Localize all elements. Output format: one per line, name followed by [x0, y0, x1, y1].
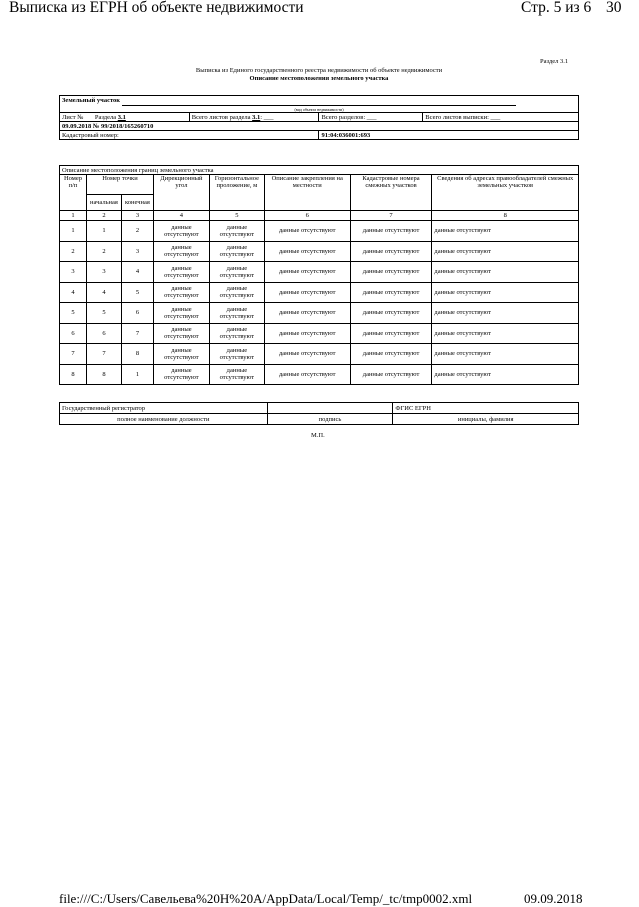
header-start: начальная — [86, 195, 121, 211]
header-point: Номер точки — [86, 175, 153, 195]
header-num: Номер п/п — [60, 175, 87, 211]
column-number: 1 — [60, 211, 87, 221]
adjacent-cadastral: данные отсутствуют — [350, 262, 432, 283]
total-sheets-section-value: 3.1 — [252, 113, 261, 121]
start-point: 7 — [86, 344, 121, 365]
object-info-table — [59, 95, 579, 140]
adjacent-cadastral: данные отсутствуют — [350, 303, 432, 324]
table-row — [60, 282, 579, 303]
owner-addresses: данные отсутствуют — [432, 241, 579, 262]
start-point: 8 — [86, 364, 121, 385]
table-row — [60, 344, 579, 365]
start-point: 6 — [86, 323, 121, 344]
total-sheets: Всего листов выписки: ___ — [423, 113, 579, 122]
row-num: 4 — [60, 282, 87, 303]
fixing-description: данные отсутствуют — [264, 303, 350, 324]
page-number: 30 — [606, 0, 622, 16]
page-header-title: Выписка из ЕГРН об объекте недвижимости — [9, 0, 304, 16]
end-point: 4 — [121, 262, 153, 283]
total-sections: Всего разделов: ___ — [319, 113, 423, 122]
signature-field — [267, 403, 393, 414]
horizontal-length: данные отсутствуют — [209, 241, 264, 262]
position-caption: полное наименование должности — [60, 414, 268, 425]
date-number: 09.09.2018 № 99/2018/165260710 — [60, 122, 579, 131]
total-sheets-section-suffix: : ___ — [260, 113, 274, 121]
fixing-description: данные отсутствуют — [264, 241, 350, 262]
object-type-caption: (вид объекта недвижимости) — [122, 105, 516, 112]
owner-addresses: данные отсутствуют — [432, 221, 579, 242]
fixing-description: данные отсутствуют — [264, 221, 350, 242]
owner-addresses: данные отсутствуют — [432, 344, 579, 365]
row-num: 3 — [60, 262, 87, 283]
direction-angle: данные отсутствуют — [153, 303, 209, 324]
boundary-rows — [60, 221, 579, 385]
adjacent-cadastral: данные отсутствуют — [350, 241, 432, 262]
column-number: 4 — [153, 211, 209, 221]
fixing-description: данные отсутствуют — [264, 323, 350, 344]
end-point: 6 — [121, 303, 153, 324]
header-length: Горизонтальное проложение, м — [209, 175, 264, 211]
end-point: 2 — [121, 221, 153, 242]
header-owners: Сведения об адресах правообладателей смежных земельных участков — [432, 175, 579, 211]
table-row — [60, 241, 579, 262]
table-row — [60, 262, 579, 283]
direction-angle: данные отсутствуют — [153, 323, 209, 344]
registry-org: ФГИС ЕГРН — [393, 403, 579, 414]
direction-angle: данные отсутствуют — [153, 282, 209, 303]
boundary-caption: Описание местоположения границ земельного участка — [60, 166, 579, 175]
owner-addresses: данные отсутствуют — [432, 262, 579, 283]
adjacent-cadastral: данные отсутствуют — [350, 344, 432, 365]
direction-angle: данные отсутствуют — [153, 344, 209, 365]
end-point: 3 — [121, 241, 153, 262]
object-type: Земельный участок — [62, 97, 121, 104]
footer-date: 09.09.2018 — [524, 891, 583, 906]
row-num: 1 — [60, 221, 87, 242]
row-num: 6 — [60, 323, 87, 344]
owner-addresses: данные отсутствуют — [432, 303, 579, 324]
fixing-description: данные отсутствуют — [264, 262, 350, 283]
column-number: 5 — [209, 211, 264, 221]
horizontal-length: данные отсутствуют — [209, 262, 264, 283]
column-numbers-row — [60, 211, 579, 221]
document-subtitle: Описание местоположения земельного участка — [249, 75, 389, 82]
signature-table — [59, 402, 579, 425]
horizontal-length: данные отсутствуют — [209, 221, 264, 242]
adjacent-cadastral: данные отсутствуют — [350, 282, 432, 303]
horizontal-length: данные отсутствуют — [209, 364, 264, 385]
table-row — [60, 323, 579, 344]
direction-angle: данные отсутствуют — [153, 262, 209, 283]
column-number: 2 — [86, 211, 121, 221]
direction-angle: данные отсутствуют — [153, 241, 209, 262]
end-point: 8 — [121, 344, 153, 365]
table-row — [60, 364, 579, 385]
end-point: 5 — [121, 282, 153, 303]
start-point: 4 — [86, 282, 121, 303]
boundary-table — [59, 165, 579, 385]
owner-addresses: данные отсутствуют — [432, 323, 579, 344]
direction-angle: данные отсутствуют — [153, 364, 209, 385]
sheet-label: Лист № — [62, 113, 84, 121]
cadastral-value: 91:04:036001:693 — [319, 131, 579, 140]
document-title: Выписка из Единого государственного реестра недвижимости об объекте недвижимости — [195, 67, 443, 74]
section-value: 3.1 — [117, 113, 126, 121]
end-point: 7 — [121, 323, 153, 344]
total-sheets-section-cell — [189, 113, 319, 122]
sheet-cell — [60, 113, 190, 122]
row-num: 7 — [60, 344, 87, 365]
horizontal-length: данные отсутствуют — [209, 282, 264, 303]
row-num: 8 — [60, 364, 87, 385]
header-angle: Дирекционный угол — [153, 175, 209, 211]
start-point: 5 — [86, 303, 121, 324]
signature-caption: подпись — [267, 414, 393, 425]
page-counter: Стр. 5 из 6 — [521, 0, 592, 16]
column-number: 8 — [432, 211, 579, 221]
start-point: 1 — [86, 221, 121, 242]
horizontal-length: данные отсутствуют — [209, 323, 264, 344]
row-num: 5 — [60, 303, 87, 324]
registrar-label: Государственный регистратор — [60, 403, 268, 414]
table-row — [60, 303, 579, 324]
fixing-description: данные отсутствуют — [264, 364, 350, 385]
header-desc: Описание закрепления на местности — [264, 175, 350, 211]
adjacent-cadastral: данные отсутствуют — [350, 364, 432, 385]
column-number: 3 — [121, 211, 153, 221]
header-adjacent: Кадастровые номера смежных участков — [350, 175, 432, 211]
adjacent-cadastral: данные отсутствуют — [350, 221, 432, 242]
end-point: 1 — [121, 364, 153, 385]
total-sheets-section-label: Всего листов раздела — [191, 113, 251, 121]
start-point: 2 — [86, 241, 121, 262]
name-caption: инициалы, фамилия — [393, 414, 579, 425]
table-row — [60, 221, 579, 242]
fixing-description: данные отсутствуют — [264, 282, 350, 303]
start-point: 3 — [86, 262, 121, 283]
column-number: 7 — [350, 211, 432, 221]
header-end: конечная — [121, 195, 153, 211]
fixing-description: данные отсутствуют — [264, 344, 350, 365]
direction-angle: данные отсутствуют — [153, 221, 209, 242]
section-label: Раздела — [94, 113, 117, 121]
horizontal-length: данные отсутствуют — [209, 303, 264, 324]
horizontal-length: данные отсутствуют — [209, 344, 264, 365]
row-num: 2 — [60, 241, 87, 262]
stamp-label: М.П. — [311, 432, 325, 439]
owner-addresses: данные отсутствуют — [432, 282, 579, 303]
adjacent-cadastral: данные отсутствуют — [350, 323, 432, 344]
owner-addresses: данные отсутствуют — [432, 364, 579, 385]
column-number: 6 — [264, 211, 350, 221]
object-type-cell — [60, 96, 579, 113]
cadastral-label: Кадастровый номер: — [60, 131, 319, 140]
file-path: file:///C:/Users/Савельева%20Н%20А/AppData/Local/Temp/_tc/tmp0002.xml — [59, 891, 473, 906]
section-number: Раздел 3.1 — [540, 58, 569, 65]
